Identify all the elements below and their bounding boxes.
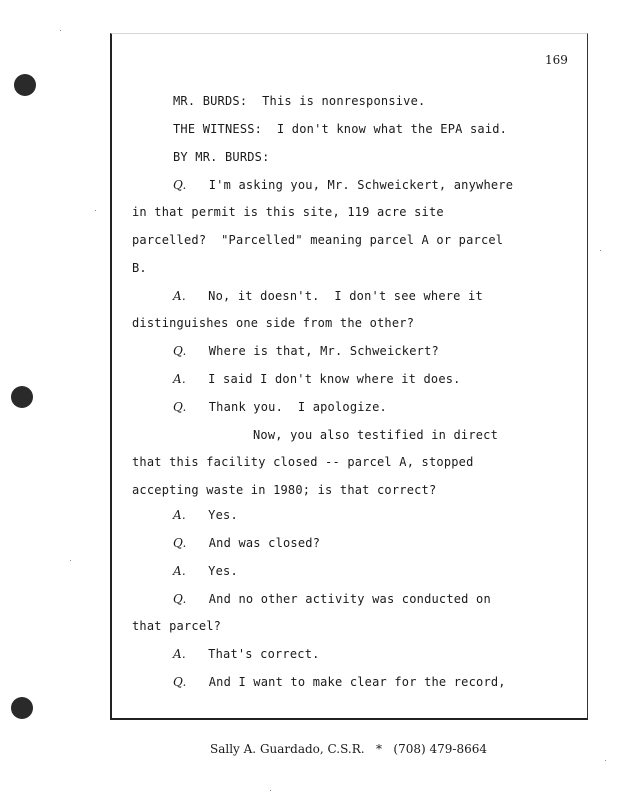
transcript-line	[173, 122, 507, 136]
speaker-marker: A.	[173, 289, 186, 303]
speaker-marker: A.	[173, 564, 186, 578]
transcript-line	[132, 483, 436, 497]
binder-hole-middle	[11, 386, 33, 408]
transcript-line	[253, 428, 498, 442]
transcript-line	[173, 536, 320, 550]
transcript-line	[173, 592, 491, 606]
transcript-line	[173, 400, 387, 414]
transcript-line	[132, 205, 444, 219]
line-text: Thank you. I apologize.	[208, 400, 387, 414]
transcript-line	[132, 316, 414, 330]
transcript-line	[132, 261, 147, 275]
transcript-line	[173, 150, 270, 164]
transcript-line	[173, 344, 439, 358]
speaker-marker: A.	[173, 372, 186, 386]
line-text: Now, you also testified in direct	[253, 428, 499, 442]
transcript-line	[173, 647, 320, 661]
line-text: I'm asking you, Mr. Schweickert, anywhere	[208, 178, 514, 192]
line-text: That's correct.	[208, 647, 320, 661]
speaker-marker: Q.	[173, 675, 187, 689]
page-number: 169	[545, 53, 568, 67]
line-text: BY MR. BURDS:	[173, 150, 270, 164]
binder-hole-top	[14, 74, 36, 96]
transcript-line	[132, 619, 221, 633]
scan-speck	[95, 210, 96, 211]
transcript-line	[132, 233, 503, 247]
line-text: MR. BURDS: This is nonresponsive.	[173, 94, 426, 108]
speaker-marker: Q.	[173, 592, 187, 606]
speaker-marker: A.	[173, 508, 186, 522]
speaker-marker: Q.	[173, 400, 187, 414]
transcript-line	[173, 178, 513, 192]
transcript-line	[173, 94, 425, 108]
line-text: I said I don't know where it does.	[208, 372, 461, 386]
scan-speck	[270, 790, 271, 791]
scan-speck	[70, 560, 71, 561]
transcript-line	[173, 675, 506, 689]
speaker-marker: Q.	[173, 536, 187, 550]
line-text: in that permit is this site, 119 acre site	[132, 205, 444, 219]
scan-speck	[600, 250, 601, 251]
transcript-line	[173, 508, 238, 522]
transcript-line	[132, 455, 474, 469]
line-text: parcelled? "Parcelled" meaning parcel A or parcel	[132, 233, 504, 247]
line-text: THE WITNESS: I don't know what the EPA said.	[173, 122, 508, 136]
transcript-line	[173, 372, 461, 386]
scan-speck	[60, 30, 61, 31]
line-text: Where is that, Mr. Schweickert?	[208, 344, 439, 358]
line-text: And I want to make clear for the record,	[208, 675, 506, 689]
line-text: distinguishes one side from the other?	[132, 316, 415, 330]
binder-hole-bottom	[11, 697, 33, 719]
line-text: that parcel?	[132, 619, 222, 633]
speaker-marker: A.	[173, 647, 186, 661]
scan-speck	[605, 760, 606, 761]
line-text: Yes.	[208, 564, 238, 578]
line-text: that this facility closed -- parcel A, stopped	[132, 455, 474, 469]
line-text: B.	[132, 261, 147, 275]
line-text: accepting waste in 1980; is that correct?	[132, 483, 437, 497]
speaker-marker: Q.	[173, 344, 187, 358]
line-text: And no other activity was conducted on	[208, 592, 491, 606]
reporter-footer: Sally A. Guardado, C.S.R. * (708) 479-8664	[210, 742, 488, 756]
transcript-line	[173, 564, 238, 578]
speaker-marker: Q.	[173, 178, 187, 192]
line-text: Yes.	[208, 508, 238, 522]
line-text: And was closed?	[208, 536, 321, 550]
transcript-line	[173, 289, 483, 303]
line-text: No, it doesn't. I don't see where it	[208, 289, 483, 303]
